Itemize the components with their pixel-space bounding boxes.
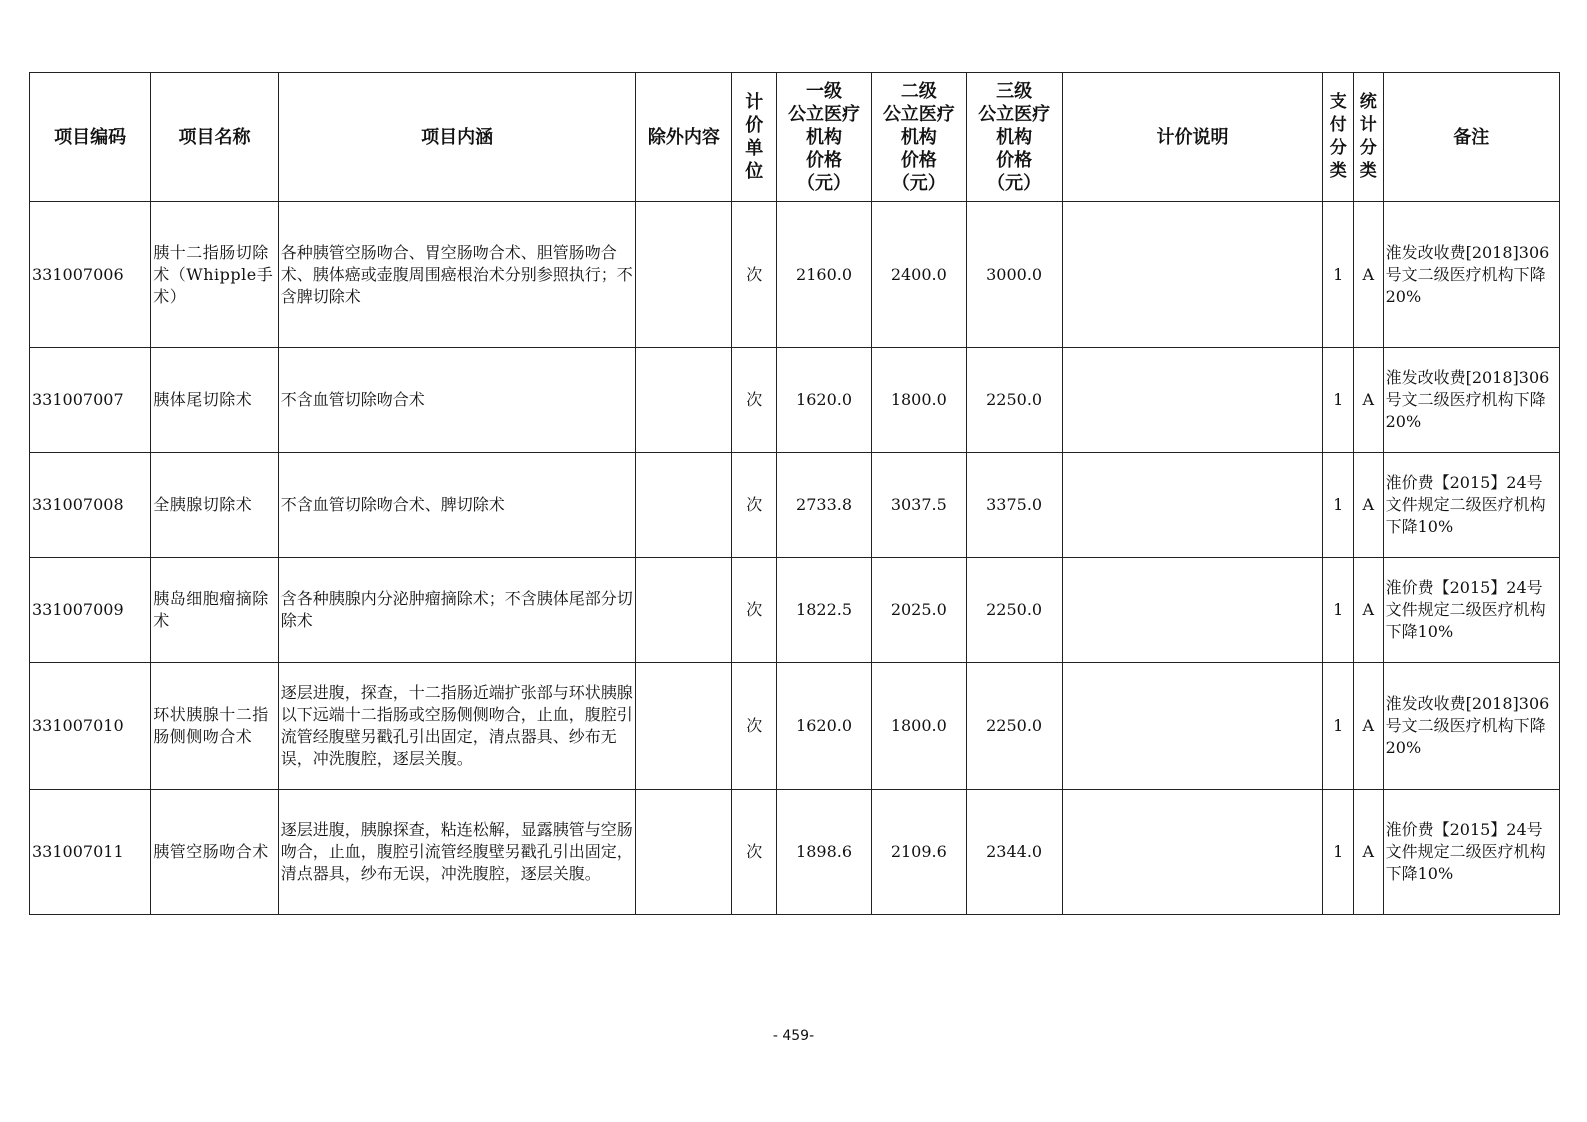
cell-content: 各种胰管空肠吻合、胃空肠吻合术、胆管肠吻合术、胰体癌或壶腹周围癌根治术分别参照执行；不含脾切除术 <box>278 202 636 348</box>
cell-price3: 2250.0 <box>966 348 1062 453</box>
cell-code: 331007010 <box>30 663 151 790</box>
cell-stat-category: A <box>1354 790 1384 915</box>
cell-unit: 次 <box>732 202 777 348</box>
header-price2-line: 公立医疗 <box>882 103 955 125</box>
header-payment-category <box>1323 73 1354 202</box>
header-price1-line: 一级 <box>806 80 843 102</box>
cell-price3: 2344.0 <box>966 790 1062 915</box>
cell-price1: 1822.5 <box>777 558 872 663</box>
cell-price3: 3000.0 <box>966 202 1062 348</box>
table-row <box>30 348 1560 453</box>
table-row <box>30 558 1560 663</box>
cell-pricing-note <box>1062 348 1323 453</box>
cell-price1: 1620.0 <box>777 348 872 453</box>
cell-content: 逐层进腹，探查，十二指肠近端扩张部与环状胰腺以下远端十二指肠或空肠侧侧吻合，止血，腹腔引流管经腹壁另戳孔引出固定，清点器具、纱布无误，冲洗腹腔，逐层关腹。 <box>278 663 636 790</box>
cell-name: 胰体尾切除术 <box>151 348 278 453</box>
table-row <box>30 663 1560 790</box>
cell-exclusions <box>636 453 732 558</box>
cell-remarks: 淮发改收费[2018]306号文二级医疗机构下降20% <box>1383 663 1559 790</box>
cell-unit: 次 <box>732 558 777 663</box>
cell-exclusions <box>636 348 732 453</box>
header-price1-line: 价格 <box>806 149 843 171</box>
header-price3-line: 机构 <box>996 126 1033 148</box>
cell-content: 含各种胰腺内分泌肿瘤摘除术；不含胰体尾部分切除术 <box>278 558 636 663</box>
header-code: 项目编码 <box>30 73 151 202</box>
cell-content: 不含血管切除吻合术、脾切除术 <box>278 453 636 558</box>
cell-remarks: 淮发改收费[2018]306号文二级医疗机构下降20% <box>1383 202 1559 348</box>
cell-price3: 2250.0 <box>966 663 1062 790</box>
cell-price1: 1620.0 <box>777 663 872 790</box>
cell-payment-category: 1 <box>1323 663 1354 790</box>
cell-name: 环状胰腺十二指肠侧侧吻合术 <box>151 663 278 790</box>
cell-code: 331007011 <box>30 790 151 915</box>
header-price2-line: 机构 <box>900 126 937 148</box>
header-stat-category-label: 统计分类 <box>1359 92 1377 181</box>
cell-pricing-note <box>1062 790 1323 915</box>
cell-price2: 1800.0 <box>871 663 966 790</box>
header-pricing-note: 计价说明 <box>1062 73 1323 202</box>
cell-pricing-note <box>1062 202 1323 348</box>
table-row <box>30 790 1560 915</box>
header-payment-category-label: 支付分类 <box>1329 92 1347 181</box>
cell-remarks: 淮发改收费[2018]306号文二级医疗机构下降20% <box>1383 348 1559 453</box>
cell-name: 胰管空肠吻合术 <box>151 790 278 915</box>
cell-payment-category: 1 <box>1323 790 1354 915</box>
header-content: 项目内涵 <box>278 73 636 202</box>
cell-price3: 3375.0 <box>966 453 1062 558</box>
header-price3 <box>966 73 1062 202</box>
header-price2-line: 二级 <box>900 80 937 102</box>
table-row <box>30 453 1560 558</box>
price-table <box>29 72 1560 915</box>
cell-price1: 1898.6 <box>777 790 872 915</box>
cell-code: 331007007 <box>30 348 151 453</box>
cell-unit: 次 <box>732 348 777 453</box>
header-unit <box>732 73 777 202</box>
cell-remarks: 淮价费【2015】24号文件规定二级医疗机构下降10% <box>1383 558 1559 663</box>
cell-pricing-note <box>1062 453 1323 558</box>
cell-exclusions <box>636 790 732 915</box>
header-unit-label: 计价单位 <box>745 92 764 182</box>
cell-remarks: 淮价费【2015】24号文件规定二级医疗机构下降10% <box>1383 790 1559 915</box>
cell-stat-category: A <box>1354 558 1384 663</box>
header-price1 <box>777 73 872 202</box>
header-price2-line: （元） <box>891 172 946 194</box>
cell-unit: 次 <box>732 790 777 915</box>
header-remarks: 备注 <box>1383 73 1559 202</box>
table-row <box>30 202 1560 348</box>
cell-stat-category: A <box>1354 348 1384 453</box>
cell-exclusions <box>636 558 732 663</box>
cell-price2: 1800.0 <box>871 348 966 453</box>
cell-price1: 2160.0 <box>777 202 872 348</box>
cell-payment-category: 1 <box>1323 558 1354 663</box>
cell-stat-category: A <box>1354 202 1384 348</box>
cell-name: 胰岛细胞瘤摘除术 <box>151 558 278 663</box>
cell-name: 胰十二指肠切除术（Whipple手术） <box>151 202 278 348</box>
header-price2-line: 价格 <box>900 149 937 171</box>
header-exclusions: 除外内容 <box>636 73 732 202</box>
cell-pricing-note <box>1062 663 1323 790</box>
cell-price2: 2109.6 <box>871 790 966 915</box>
header-price1-line: （元） <box>797 172 852 194</box>
cell-payment-category: 1 <box>1323 202 1354 348</box>
cell-payment-category: 1 <box>1323 453 1354 558</box>
page-number: - 459- <box>772 1028 815 1044</box>
header-price3-line: 价格 <box>996 149 1033 171</box>
header-name: 项目名称 <box>151 73 278 202</box>
cell-price2: 2400.0 <box>871 202 966 348</box>
cell-content: 逐层进腹，胰腺探查，粘连松解，显露胰管与空肠吻合，止血，腹腔引流管经腹壁另戳孔引出固定，清点器具，纱布无误，冲洗腹腔，逐层关腹。 <box>278 790 636 915</box>
header-price3-line: 公立医疗 <box>978 103 1051 125</box>
cell-content: 不含血管切除吻合术 <box>278 348 636 453</box>
cell-name: 全胰腺切除术 <box>151 453 278 558</box>
cell-code: 331007006 <box>30 202 151 348</box>
cell-code: 331007009 <box>30 558 151 663</box>
cell-code: 331007008 <box>30 453 151 558</box>
header-price1-line: 公立医疗 <box>788 103 861 125</box>
header-price3-line: 三级 <box>996 80 1033 102</box>
cell-remarks: 淮价费【2015】24号文件规定二级医疗机构下降10% <box>1383 453 1559 558</box>
cell-price3: 2250.0 <box>966 558 1062 663</box>
cell-price2: 2025.0 <box>871 558 966 663</box>
cell-price2: 3037.5 <box>871 453 966 558</box>
cell-exclusions <box>636 202 732 348</box>
cell-stat-category: A <box>1354 663 1384 790</box>
header-row <box>30 73 1560 202</box>
cell-price1: 2733.8 <box>777 453 872 558</box>
cell-stat-category: A <box>1354 453 1384 558</box>
cell-unit: 次 <box>732 453 777 558</box>
header-price1-line: 机构 <box>806 126 843 148</box>
cell-pricing-note <box>1062 558 1323 663</box>
cell-payment-category: 1 <box>1323 348 1354 453</box>
header-stat-category <box>1354 73 1384 202</box>
header-price3-line: （元） <box>987 172 1042 194</box>
cell-exclusions <box>636 663 732 790</box>
header-price2 <box>871 73 966 202</box>
cell-unit: 次 <box>732 663 777 790</box>
